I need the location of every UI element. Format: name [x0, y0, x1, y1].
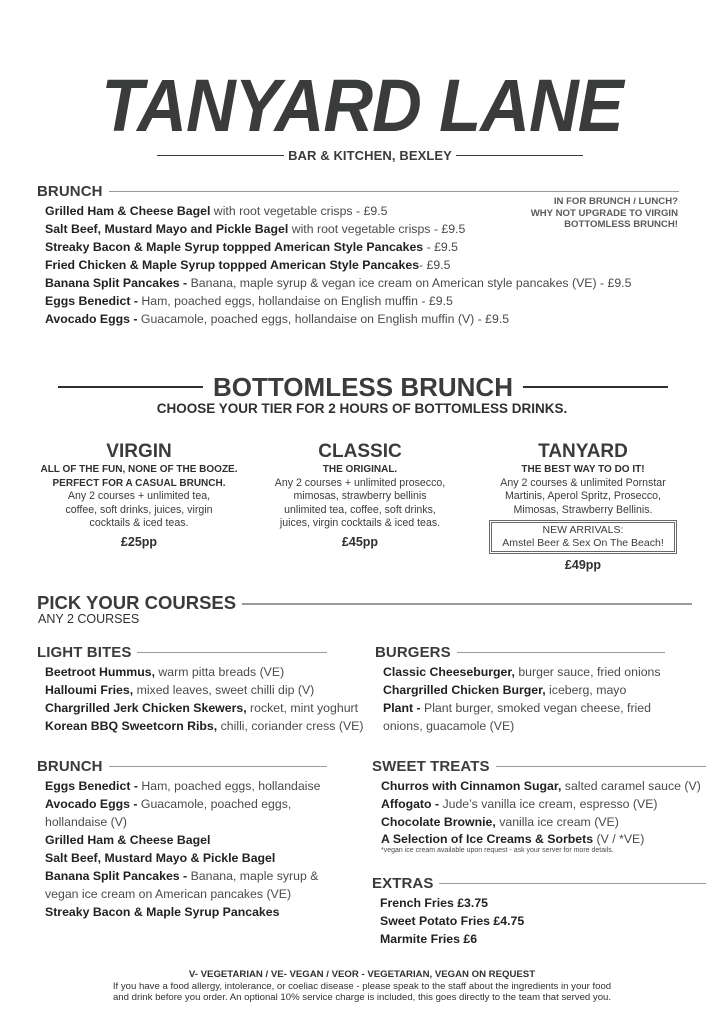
- menu-item: Eggs Benedict - Ham, poached eggs, hollandaise: [45, 779, 321, 793]
- tier-price: £49pp: [564, 558, 602, 572]
- tier-tagline: THE ORIGINAL.: [322, 464, 398, 475]
- restaurant-title: TANYARD LANE: [101, 64, 623, 147]
- section-label: LIGHT BITES: [37, 644, 132, 661]
- section-label: EXTRAS: [372, 875, 434, 892]
- menu-item: Chargrilled Chicken Burger, iceberg, mayo: [383, 683, 627, 697]
- tier-desc: Any 2 courses + unlimited prosecco,: [274, 476, 446, 489]
- tier-name: VIRGIN: [106, 441, 172, 462]
- menu-item: Classic Cheeseburger, burger sauce, fried onions: [383, 665, 661, 679]
- section-label: BURGERS: [375, 644, 451, 661]
- new-arrivals-box: [489, 520, 677, 554]
- menu-item-cont: onions, guacamole (VE): [383, 719, 515, 733]
- divider: [523, 386, 668, 388]
- extras-heading: [372, 875, 706, 892]
- menu-item: Avocado Eggs - Guacamole, poached eggs,: [45, 797, 292, 811]
- menu-item: Sweet Potato Fries £4.75: [380, 914, 525, 928]
- menu-item-cont: vegan ice cream on American pancakes (VE): [45, 887, 292, 901]
- tier-desc: mimosas, strawberry bellinis: [293, 490, 427, 502]
- menu-item: Fried Chicken & Maple Syrup toppped American Style Pancakes- £9.5: [45, 258, 451, 272]
- section-label: BRUNCH: [37, 758, 103, 775]
- menu-item: Salt Beef, Mustard Mayo & Pickle Bagel: [45, 851, 276, 865]
- tier-desc: Any 2 courses & unlimited Pornstar: [500, 476, 666, 489]
- tier-tagline: THE BEST WAY TO DO IT!: [521, 464, 645, 475]
- dietary-key: V- VEGETARIAN / VE- VEGAN / VEOR - VEGETARIAN, VEGAN ON REQUEST: [188, 969, 536, 980]
- divider: [58, 386, 203, 388]
- menu-item: Banana Split Pancakes - Banana, maple syrup &: [45, 869, 319, 883]
- allergy-notice: If you have a food allergy, intolerance, or coeliac disease - please speak to the staff about the ingredients in your food: [112, 980, 612, 992]
- bottomless-subtitle: CHOOSE YOUR TIER FOR 2 HOURS OF BOTTOMLESS DRINKS.: [156, 401, 568, 416]
- brunch-courses-list: [45, 777, 320, 921]
- courses-title: PICK YOUR COURSES: [37, 592, 237, 613]
- menu-item: Banana Split Pancakes - Banana, maple syrup & vegan ice cream on American style pancakes (VE) - £9.5: [45, 276, 632, 290]
- tier-name: TANYARD: [538, 441, 628, 462]
- restaurant-subtitle: BAR & KITCHEN, BEXLEY: [288, 147, 452, 163]
- menu-item: Eggs Benedict - Ham, poached eggs, hollandaise on English muffin - £9.5: [45, 294, 453, 308]
- section-label: SWEET TREATS: [372, 758, 490, 775]
- tier-virgin: [30, 441, 248, 550]
- menu-item: Streaky Bacon & Maple Syrup Pancakes: [45, 905, 280, 919]
- tier-tagline: ALL OF THE FUN, NONE OF THE BOOZE.: [40, 464, 238, 475]
- courses-subtitle: ANY 2 COURSES: [38, 612, 140, 626]
- light-bites-list: [45, 663, 363, 735]
- vegan-note: *vegan ice cream available upon request - ask your server for more details.: [381, 847, 614, 854]
- light-bites-heading: [37, 644, 327, 661]
- tier-desc: coffee, soft drinks, juices, virgin: [65, 503, 213, 516]
- divider: [157, 155, 284, 156]
- tier-tanyard: [480, 441, 686, 573]
- new-arrivals-label: NEW ARRIVALS:: [542, 524, 624, 536]
- tier-price: £45pp: [341, 534, 379, 549]
- divider: [439, 883, 706, 885]
- burgers-heading: [375, 644, 665, 661]
- menu-item: Churros with Cinnamon Sugar, salted caramel sauce (V): [381, 779, 701, 793]
- divider: [496, 766, 706, 768]
- menu-item: Halloumi Fries, mixed leaves, sweet chilli dip (V): [45, 683, 315, 697]
- tier-name: CLASSIC: [318, 441, 402, 462]
- menu-item: A Selection of Ice Creams & Sorbets (V / *VE): [381, 832, 645, 846]
- tier-tagline: PERFECT FOR A CASUAL BRUNCH.: [52, 477, 226, 489]
- tier-desc: Martinis, Aperol Spritz, Prosecco,: [504, 490, 662, 502]
- subtitle-row: [157, 147, 583, 163]
- menu-item: Grilled Ham & Cheese Bagel with root vegetable crisps - £9.5: [45, 204, 388, 218]
- new-arrivals-text: Amstel Beer & Sex On The Beach!: [502, 537, 664, 549]
- sweet-treats-heading: [372, 758, 706, 775]
- tier-desc: Any 2 courses + unlimited tea,: [67, 490, 211, 502]
- footer: [0, 969, 724, 1004]
- divider: [109, 766, 327, 768]
- tier-classic: [255, 441, 465, 550]
- brunch-menu-list: [45, 202, 631, 328]
- menu-item: Grilled Ham & Cheese Bagel: [45, 833, 211, 847]
- menu-item: Marmite Fries £6: [380, 932, 478, 946]
- sweet-treats-list: [381, 777, 701, 855]
- bottomless-heading-row: [58, 373, 668, 401]
- promo-line: BOTTOMLESS BRUNCH!: [564, 219, 678, 230]
- divider: [137, 652, 327, 654]
- menu-item: Salt Beef, Mustard Mayo and Pickle Bagel with root vegetable crisps - £9.5: [45, 222, 466, 236]
- menu-item: Chargrilled Jerk Chicken Skewers, rocket, mint yoghurt: [45, 701, 359, 715]
- tier-desc: Mimosas, Strawberry Bellinis.: [513, 503, 653, 516]
- divider: [456, 155, 583, 156]
- menu-item: Chocolate Brownie, vanilla ice cream (VE): [381, 815, 619, 829]
- divider: [242, 603, 692, 605]
- service-charge-notice: and drink before you order. An optional 10% service charge is included, this goes directly to the team that served you.: [112, 992, 612, 1003]
- brunch-courses-heading: [37, 758, 327, 775]
- menu-item: Streaky Bacon & Maple Syrup toppped American Style Pancakes - £9.5: [45, 240, 459, 254]
- tier-desc: juices, virgin cocktails & iced teas.: [279, 517, 441, 529]
- divider: [457, 652, 665, 654]
- menu-item: French Fries £3.75: [380, 896, 488, 910]
- menu-item: Korean BBQ Sweetcorn Ribs, chilli, coriander cress (VE): [45, 719, 364, 733]
- menu-item: Beetroot Hummus, warm pitta breads (VE): [45, 665, 285, 679]
- extras-list: [380, 894, 524, 948]
- promo-line: IN FOR BRUNCH / LUNCH?: [553, 196, 678, 207]
- courses-heading-row: [37, 592, 692, 614]
- promo-line: WHY NOT UPGRADE TO VIRGIN: [530, 207, 678, 219]
- menu-item: Plant - Plant burger, smoked vegan cheese, fried: [383, 701, 651, 715]
- tier-desc: cocktails & iced teas.: [89, 517, 189, 529]
- tier-desc: unlimited tea, coffee, soft drinks,: [284, 503, 436, 516]
- bottomless-title: BOTTOMLESS BRUNCH: [213, 371, 513, 402]
- menu-item-cont: hollandaise (V): [45, 815, 128, 829]
- burgers-list: [383, 663, 661, 735]
- menu-item: Affogato - Jude’s vanilla ice cream, espresso (VE): [381, 797, 658, 811]
- menu-item: Avocado Eggs - Guacamole, poached eggs, hollandaise on English muffin (V) - £9.5: [45, 312, 510, 326]
- divider: [109, 191, 679, 193]
- section-label: BRUNCH: [37, 183, 103, 200]
- tier-price: £25pp: [120, 534, 158, 549]
